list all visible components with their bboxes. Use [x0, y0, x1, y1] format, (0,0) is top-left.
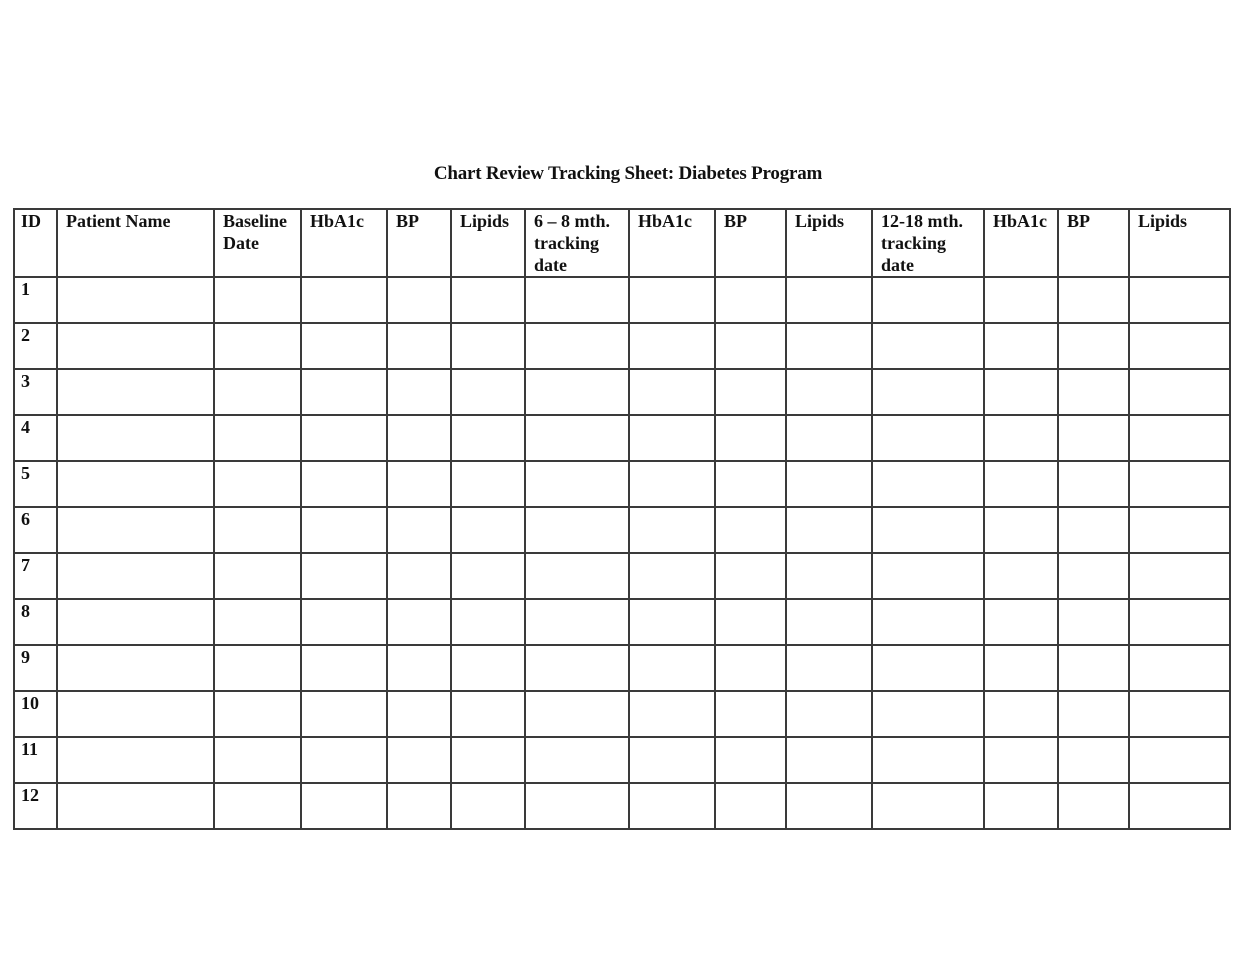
entry-cell[interactable]	[715, 737, 786, 783]
entry-cell[interactable]	[715, 369, 786, 415]
entry-cell[interactable]	[214, 645, 301, 691]
entry-cell[interactable]	[451, 507, 525, 553]
entry-cell[interactable]	[629, 553, 715, 599]
entry-cell[interactable]	[57, 691, 214, 737]
entry-cell[interactable]	[1058, 553, 1129, 599]
entry-cell[interactable]	[715, 415, 786, 461]
entry-cell[interactable]	[872, 599, 984, 645]
entry-cell[interactable]	[1129, 277, 1230, 323]
entry-cell[interactable]	[786, 691, 872, 737]
entry-cell[interactable]	[984, 277, 1058, 323]
entry-cell[interactable]	[214, 323, 301, 369]
row-id-cell: 1	[14, 277, 57, 323]
entry-cell[interactable]	[451, 553, 525, 599]
entry-cell[interactable]	[1129, 783, 1230, 829]
entry-cell[interactable]	[387, 507, 451, 553]
entry-cell[interactable]	[57, 737, 214, 783]
table-row	[14, 691, 1230, 737]
entry-cell[interactable]	[57, 369, 214, 415]
entry-cell[interactable]	[57, 645, 214, 691]
table-row	[14, 461, 1230, 507]
entry-cell[interactable]	[387, 553, 451, 599]
entry-cell[interactable]	[387, 461, 451, 507]
entry-cell[interactable]	[525, 369, 629, 415]
entry-cell[interactable]	[451, 737, 525, 783]
entry-cell[interactable]	[786, 783, 872, 829]
entry-cell[interactable]	[872, 645, 984, 691]
entry-cell[interactable]	[57, 553, 214, 599]
entry-cell[interactable]	[214, 461, 301, 507]
entry-cell[interactable]	[387, 691, 451, 737]
entry-cell[interactable]	[715, 645, 786, 691]
entry-cell[interactable]	[301, 323, 387, 369]
entry-cell[interactable]	[57, 323, 214, 369]
entry-cell[interactable]	[57, 461, 214, 507]
entry-cell[interactable]	[451, 691, 525, 737]
entry-cell[interactable]	[301, 415, 387, 461]
entry-cell[interactable]	[1129, 415, 1230, 461]
entry-cell[interactable]	[1058, 507, 1129, 553]
entry-cell[interactable]	[629, 507, 715, 553]
row-id-cell: 7	[14, 553, 57, 599]
entry-cell[interactable]	[214, 737, 301, 783]
entry-cell[interactable]	[525, 461, 629, 507]
table-body	[14, 277, 1230, 829]
row-id-cell: 8	[14, 599, 57, 645]
entry-cell[interactable]	[872, 415, 984, 461]
entry-cell[interactable]	[525, 277, 629, 323]
column-header-6-8-month-lipids: Lipids	[786, 209, 872, 277]
entry-cell[interactable]	[715, 277, 786, 323]
entry-cell[interactable]	[1129, 369, 1230, 415]
entry-cell[interactable]	[525, 599, 629, 645]
entry-cell[interactable]	[214, 415, 301, 461]
entry-cell[interactable]	[387, 645, 451, 691]
entry-cell[interactable]	[57, 507, 214, 553]
entry-cell[interactable]	[525, 507, 629, 553]
entry-cell[interactable]	[629, 737, 715, 783]
entry-cell[interactable]	[786, 277, 872, 323]
entry-cell[interactable]	[872, 369, 984, 415]
table-row	[14, 369, 1230, 415]
table-row	[14, 507, 1230, 553]
entry-cell[interactable]	[301, 645, 387, 691]
entry-cell[interactable]	[984, 461, 1058, 507]
entry-cell[interactable]	[57, 415, 214, 461]
tracking-table	[13, 208, 1231, 830]
entry-cell[interactable]	[715, 461, 786, 507]
entry-cell[interactable]	[786, 415, 872, 461]
entry-cell[interactable]	[984, 507, 1058, 553]
entry-cell[interactable]	[525, 737, 629, 783]
row-id-cell: 6	[14, 507, 57, 553]
entry-cell[interactable]	[984, 599, 1058, 645]
entry-cell[interactable]	[387, 599, 451, 645]
entry-cell[interactable]	[301, 599, 387, 645]
row-id-cell: 9	[14, 645, 57, 691]
entry-cell[interactable]	[1129, 645, 1230, 691]
entry-cell[interactable]	[872, 461, 984, 507]
entry-cell[interactable]	[872, 691, 984, 737]
entry-cell[interactable]	[786, 645, 872, 691]
entry-cell[interactable]	[715, 323, 786, 369]
entry-cell[interactable]	[872, 507, 984, 553]
entry-cell[interactable]	[984, 369, 1058, 415]
entry-cell[interactable]	[1058, 737, 1129, 783]
entry-cell[interactable]	[715, 553, 786, 599]
entry-cell[interactable]	[715, 691, 786, 737]
table-row	[14, 599, 1230, 645]
entry-cell[interactable]	[984, 553, 1058, 599]
entry-cell[interactable]	[387, 369, 451, 415]
entry-cell[interactable]	[1058, 645, 1129, 691]
table-row	[14, 783, 1230, 829]
entry-cell[interactable]	[1058, 691, 1129, 737]
table-row	[14, 277, 1230, 323]
entry-cell[interactable]	[984, 415, 1058, 461]
entry-cell[interactable]	[214, 507, 301, 553]
column-header-6-8-month-hba1c: HbA1c	[629, 209, 715, 277]
table-row	[14, 553, 1230, 599]
entry-cell[interactable]	[1058, 783, 1129, 829]
column-header-12-18-month-date: 12-18 mth. tracking date	[872, 209, 984, 277]
entry-cell[interactable]	[387, 737, 451, 783]
entry-cell[interactable]	[301, 691, 387, 737]
entry-cell[interactable]	[387, 415, 451, 461]
column-header-baseline-bp: BP	[387, 209, 451, 277]
entry-cell[interactable]	[451, 323, 525, 369]
entry-cell[interactable]	[1129, 461, 1230, 507]
entry-cell[interactable]	[1058, 599, 1129, 645]
entry-cell[interactable]	[1058, 323, 1129, 369]
entry-cell[interactable]	[629, 323, 715, 369]
entry-cell[interactable]	[1058, 277, 1129, 323]
entry-cell[interactable]	[786, 737, 872, 783]
entry-cell[interactable]	[786, 461, 872, 507]
column-header-6-8-month-date: 6 – 8 mth. tracking date	[525, 209, 629, 277]
column-header-patient-name: Patient Name	[57, 209, 214, 277]
entry-cell[interactable]	[1058, 369, 1129, 415]
entry-cell[interactable]	[525, 783, 629, 829]
entry-cell[interactable]	[57, 599, 214, 645]
row-id-cell: 4	[14, 415, 57, 461]
entry-cell[interactable]	[715, 599, 786, 645]
entry-cell[interactable]	[1129, 599, 1230, 645]
entry-cell[interactable]	[1058, 415, 1129, 461]
entry-cell[interactable]	[525, 553, 629, 599]
entry-cell[interactable]	[451, 415, 525, 461]
table-row	[14, 415, 1230, 461]
entry-cell[interactable]	[451, 277, 525, 323]
entry-cell[interactable]	[715, 507, 786, 553]
table-row	[14, 645, 1230, 691]
entry-cell[interactable]	[984, 783, 1058, 829]
entry-cell[interactable]	[1129, 507, 1230, 553]
entry-cell[interactable]	[786, 553, 872, 599]
entry-cell[interactable]	[387, 783, 451, 829]
entry-cell[interactable]	[1129, 737, 1230, 783]
column-header-12-18-month-bp: BP	[1058, 209, 1129, 277]
entry-cell[interactable]	[451, 599, 525, 645]
row-id-cell: 2	[14, 323, 57, 369]
entry-cell[interactable]	[786, 599, 872, 645]
entry-cell[interactable]	[525, 415, 629, 461]
entry-cell[interactable]	[301, 461, 387, 507]
entry-cell[interactable]	[214, 691, 301, 737]
entry-cell[interactable]	[301, 277, 387, 323]
row-id-cell: 12	[14, 783, 57, 829]
entry-cell[interactable]	[451, 369, 525, 415]
table-row	[14, 323, 1230, 369]
page-title: Chart Review Tracking Sheet: Diabetes Program	[433, 163, 823, 184]
entry-cell[interactable]	[629, 461, 715, 507]
entry-cell[interactable]	[629, 277, 715, 323]
entry-cell[interactable]	[786, 323, 872, 369]
column-header-12-18-month-lipids: Lipids	[1129, 209, 1230, 277]
entry-cell[interactable]	[872, 553, 984, 599]
entry-cell[interactable]	[629, 783, 715, 829]
entry-cell[interactable]	[872, 737, 984, 783]
entry-cell[interactable]	[387, 323, 451, 369]
entry-cell[interactable]	[786, 369, 872, 415]
entry-cell[interactable]	[1129, 691, 1230, 737]
entry-cell[interactable]	[301, 783, 387, 829]
entry-cell[interactable]	[1058, 461, 1129, 507]
entry-cell[interactable]	[629, 369, 715, 415]
entry-cell[interactable]	[629, 599, 715, 645]
row-id-cell: 3	[14, 369, 57, 415]
column-header-baseline-lipids: Lipids	[451, 209, 525, 277]
entry-cell[interactable]	[301, 737, 387, 783]
entry-cell[interactable]	[786, 507, 872, 553]
row-id-cell: 10	[14, 691, 57, 737]
entry-cell[interactable]	[214, 553, 301, 599]
entry-cell[interactable]	[525, 645, 629, 691]
entry-cell[interactable]	[451, 783, 525, 829]
column-header-12-18-month-hba1c: HbA1c	[984, 209, 1058, 277]
entry-cell[interactable]	[872, 277, 984, 323]
entry-cell[interactable]	[214, 369, 301, 415]
entry-cell[interactable]	[214, 277, 301, 323]
entry-cell[interactable]	[715, 783, 786, 829]
entry-cell[interactable]	[629, 415, 715, 461]
entry-cell[interactable]	[984, 691, 1058, 737]
entry-cell[interactable]	[57, 783, 214, 829]
entry-cell[interactable]	[984, 323, 1058, 369]
entry-cell[interactable]	[525, 691, 629, 737]
entry-cell[interactable]	[1129, 553, 1230, 599]
entry-cell[interactable]	[387, 277, 451, 323]
column-header-baseline-hba1c: HbA1c	[301, 209, 387, 277]
entry-cell[interactable]	[872, 323, 984, 369]
column-header-6-8-month-bp: BP	[715, 209, 786, 277]
entry-cell[interactable]	[1129, 323, 1230, 369]
entry-cell[interactable]	[629, 691, 715, 737]
entry-cell[interactable]	[451, 461, 525, 507]
row-id-cell: 11	[14, 737, 57, 783]
entry-cell[interactable]	[629, 645, 715, 691]
row-id-cell: 5	[14, 461, 57, 507]
header-row	[14, 209, 1230, 277]
entry-cell[interactable]	[451, 645, 525, 691]
entry-cell[interactable]	[525, 323, 629, 369]
entry-cell[interactable]	[872, 783, 984, 829]
column-header-baseline-date: Baseline Date	[214, 209, 301, 277]
entry-cell[interactable]	[301, 553, 387, 599]
entry-cell[interactable]	[984, 645, 1058, 691]
table-row	[14, 737, 1230, 783]
entry-cell[interactable]	[57, 277, 214, 323]
entry-cell[interactable]	[301, 369, 387, 415]
entry-cell[interactable]	[214, 599, 301, 645]
entry-cell[interactable]	[301, 507, 387, 553]
entry-cell[interactable]	[214, 783, 301, 829]
column-header-id: ID	[14, 209, 57, 277]
entry-cell[interactable]	[984, 737, 1058, 783]
